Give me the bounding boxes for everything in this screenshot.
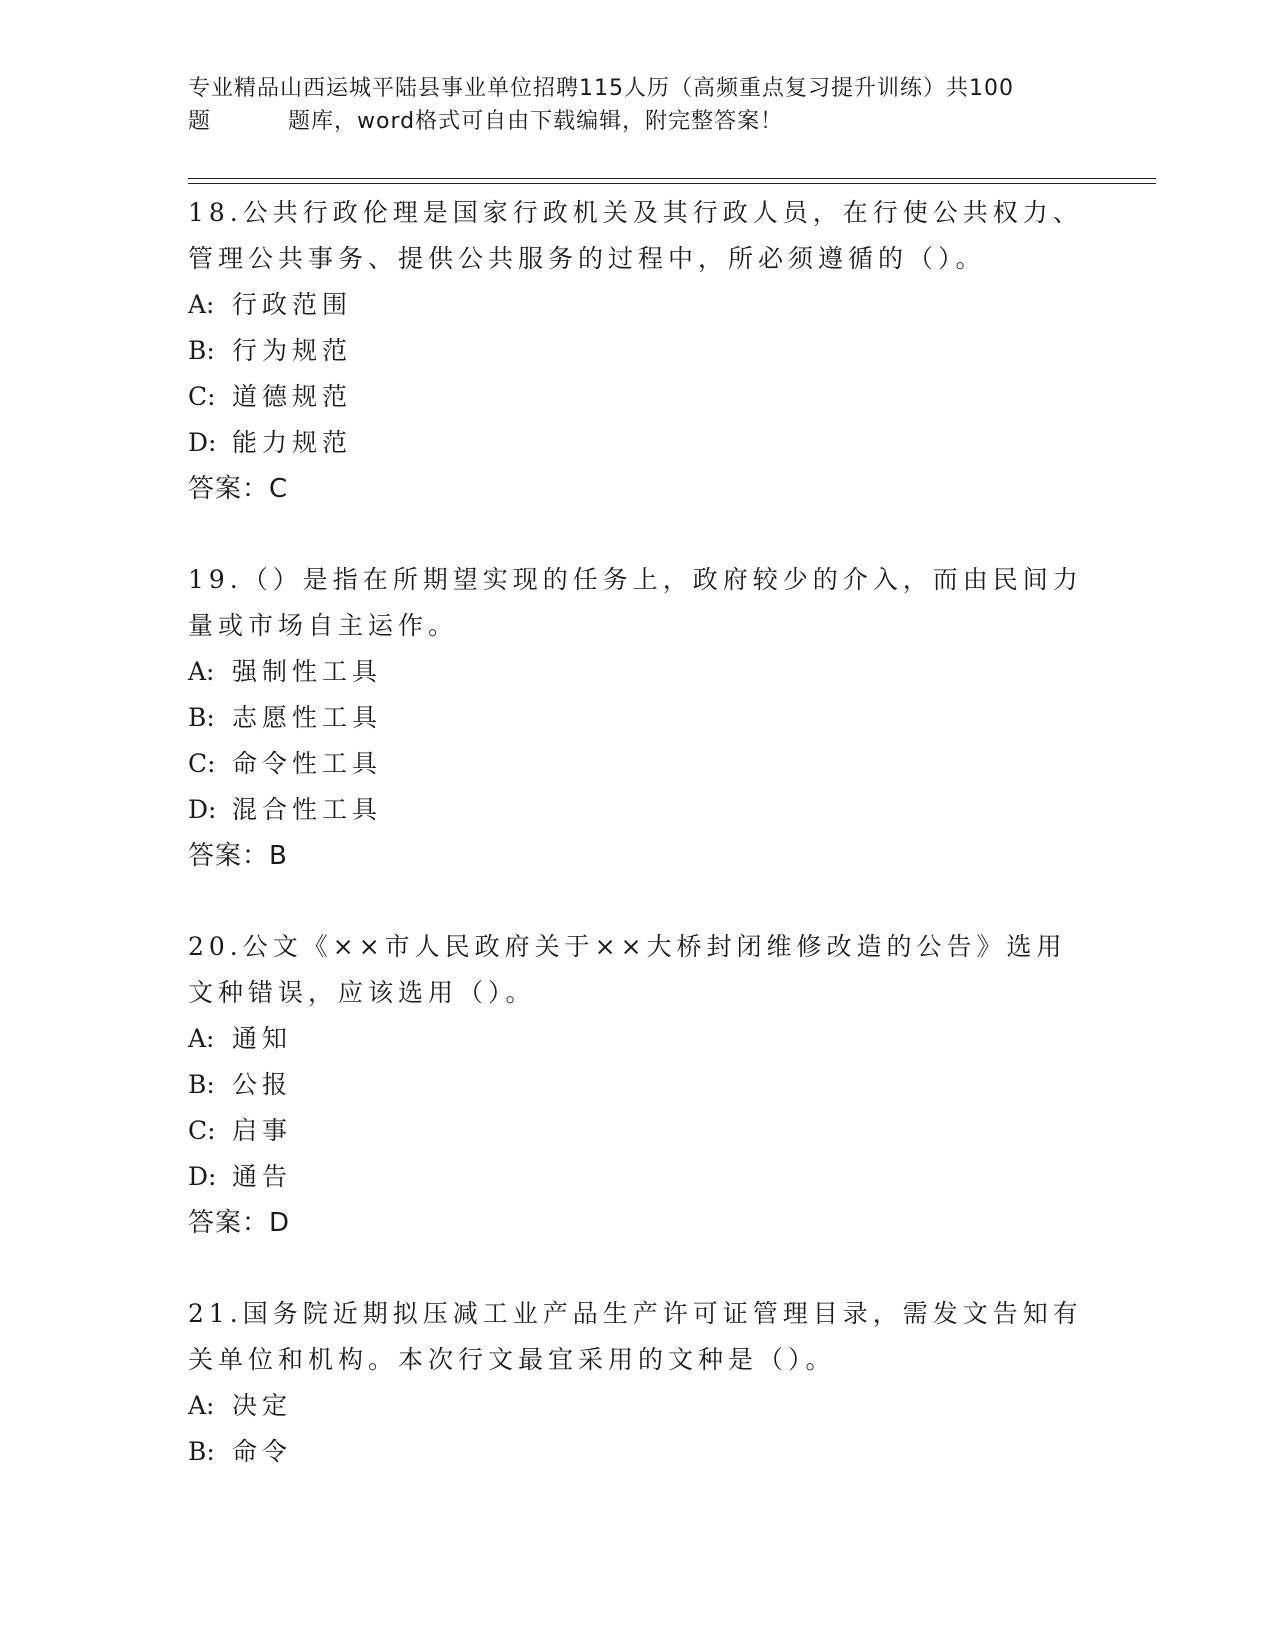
header-divider-bottom — [188, 183, 1156, 184]
header-divider-top — [188, 178, 1156, 179]
question-text: 18.公共行政伦理是国家行政机关及其行政人员，在行使公共权力、管理公共事务、提供公共服务的过程中，所必须遵循的（）。 — [188, 198, 1083, 273]
option-text: 行政范围 — [232, 290, 353, 319]
option-letter: B: — [188, 1437, 215, 1466]
option-d — [188, 420, 1088, 466]
question-20 — [188, 924, 1088, 1246]
option-text: 志愿性工具 — [232, 703, 383, 732]
question-text: 19.（）是指在所期望实现的任务上，政府较少的介入，而由民间力量或市场自主运作。 — [188, 565, 1083, 640]
option-letter: D: — [188, 1162, 217, 1191]
option-letter: B: — [188, 703, 215, 732]
option-letter: D: — [188, 428, 217, 457]
option-text: 命令性工具 — [232, 749, 383, 778]
option-d — [188, 1154, 1088, 1200]
option-b — [188, 1062, 1088, 1108]
option-letter: C: — [188, 1116, 216, 1145]
question-21 — [188, 1291, 1088, 1475]
option-letter: B: — [188, 336, 215, 365]
header-line-2 — [188, 105, 1088, 138]
option-c — [188, 1108, 1088, 1154]
option-letter: C: — [188, 382, 216, 411]
question-text: 20.公文《××市人民政府关于××大桥封闭维修改造的公告》选用文种错误，应该选用（）。 — [188, 932, 1067, 1007]
option-text: 道德规范 — [232, 382, 353, 411]
question-list — [188, 190, 1088, 1520]
option-text: 通告 — [232, 1162, 293, 1191]
option-letter: A: — [188, 1391, 215, 1420]
option-b — [188, 695, 1088, 741]
answer-line: 答案：D — [188, 1208, 291, 1238]
option-letter: C: — [188, 749, 216, 778]
header-line-2-text: 题库，word格式可自由下载编辑，附完整答案！ — [288, 109, 784, 134]
option-b — [188, 328, 1088, 374]
question-text: 21.国务院近期拟压减工业产品生产许可证管理目录，需发文告知有关单位和机构。本次行文最宜采用的文种是（）。 — [188, 1299, 1083, 1374]
option-text: 启事 — [232, 1116, 293, 1145]
option-text: 混合性工具 — [232, 795, 383, 824]
option-letter: D: — [188, 795, 217, 824]
option-b — [188, 1429, 1088, 1475]
page-header — [188, 72, 1088, 138]
option-text: 强制性工具 — [232, 657, 383, 686]
option-letter: A: — [188, 290, 215, 319]
header-line-2-prefix: 题 — [188, 109, 212, 134]
option-d — [188, 787, 1088, 833]
option-letter: A: — [188, 657, 215, 686]
option-c — [188, 374, 1088, 420]
option-text: 行为规范 — [232, 336, 353, 365]
option-a — [188, 282, 1088, 328]
header-line-1: 专业精品山西运城平陆县事业单位招聘115人历（高频重点复习提升训练）共100 — [188, 76, 1014, 101]
option-c — [188, 741, 1088, 787]
question-18 — [188, 190, 1088, 512]
option-text: 能力规范 — [232, 428, 353, 457]
option-text: 公报 — [232, 1070, 293, 1099]
option-letter: B: — [188, 1070, 215, 1099]
option-text: 命令 — [232, 1437, 293, 1466]
option-text: 通知 — [232, 1024, 293, 1053]
option-a — [188, 1383, 1088, 1429]
option-a — [188, 1016, 1088, 1062]
option-letter: A: — [188, 1024, 215, 1053]
option-text: 决定 — [232, 1391, 293, 1420]
question-19 — [188, 557, 1088, 879]
option-a — [188, 649, 1088, 695]
answer-line: 答案：C — [188, 474, 289, 504]
answer-line: 答案：B — [188, 841, 288, 871]
